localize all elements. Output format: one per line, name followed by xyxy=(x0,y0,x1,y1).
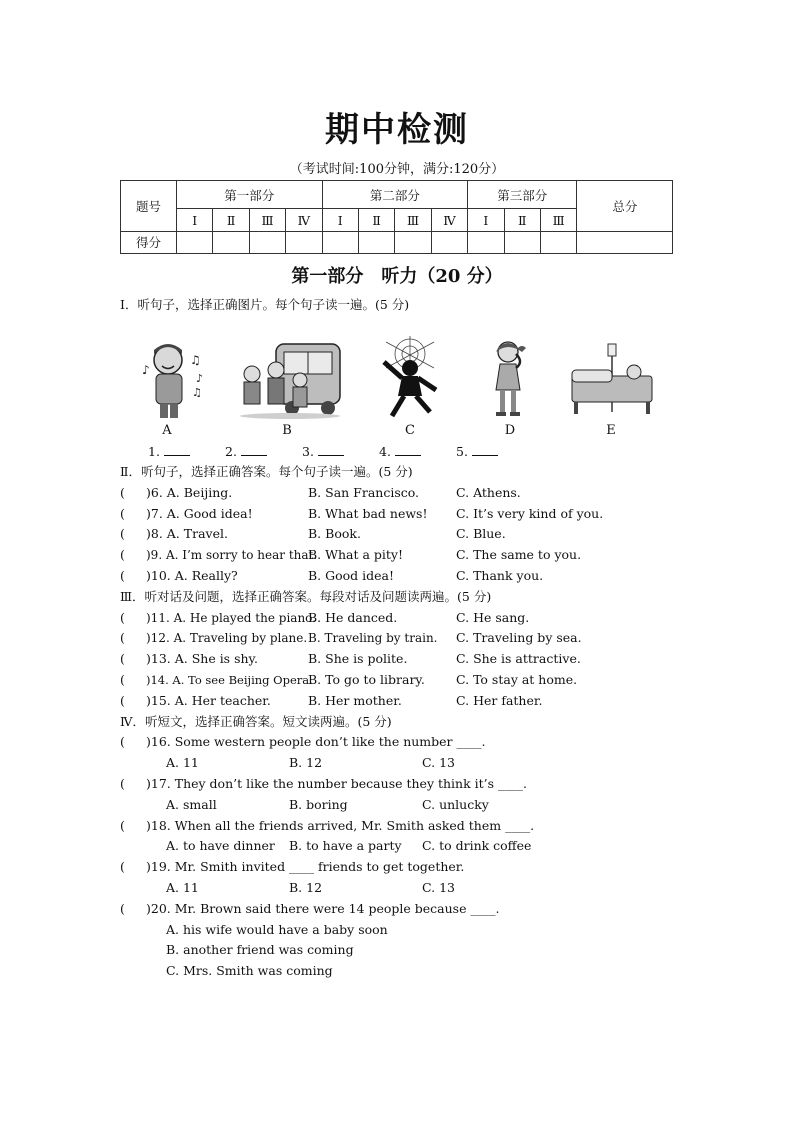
score-cell xyxy=(249,231,285,253)
question-14: )14. A. To see Beijing Opera. xyxy=(146,673,313,687)
paren: ( xyxy=(120,651,125,666)
option-b: B. He danced. xyxy=(308,610,398,625)
sec4-heading: Ⅳ．听短文，选择正确答案。短文读两遍。(5 分) xyxy=(120,714,392,729)
option-a: A. 11 xyxy=(166,880,199,895)
option-c: C. Her father. xyxy=(456,693,543,708)
answer-blank-3: 3. xyxy=(302,443,344,461)
question-8: )8. A. Travel. xyxy=(146,526,228,541)
option-b: B. to have a party xyxy=(289,838,402,853)
answer-blank-1: 1. xyxy=(148,443,190,461)
svg-text:♫: ♫ xyxy=(190,353,201,367)
total-cell xyxy=(577,231,673,253)
part1-col: Ⅲ xyxy=(249,209,285,231)
option-c: C. He sang. xyxy=(456,610,530,625)
paren: ( xyxy=(120,485,125,500)
sec2-heading: Ⅱ．听句子，选择正确答案。每个句子读一遍。(5 分) xyxy=(120,464,413,479)
page-title: 期中检测 xyxy=(325,110,469,150)
part3-col: Ⅱ xyxy=(504,209,540,231)
score-cell xyxy=(213,231,249,253)
score-cell xyxy=(504,231,540,253)
option-c: C. Mrs. Smith was coming xyxy=(166,963,333,978)
paren: ( xyxy=(120,506,125,521)
paren: ( xyxy=(120,818,125,833)
answer-blank-4: 4. xyxy=(379,443,421,461)
option-c: C. 13 xyxy=(422,880,455,895)
option-c: C. It’s very kind of you. xyxy=(456,506,604,521)
part2-col: Ⅱ xyxy=(358,209,394,231)
part1-col: Ⅱ xyxy=(213,209,249,231)
svg-text:♪: ♪ xyxy=(142,363,150,377)
paren: ( xyxy=(120,693,125,708)
score-cell xyxy=(322,231,358,253)
paren: ( xyxy=(120,859,125,874)
pic-label-a: A xyxy=(162,423,172,438)
part1-col: Ⅰ xyxy=(177,209,213,231)
option-b: B. San Francisco. xyxy=(308,485,420,500)
score-cell xyxy=(431,231,467,253)
option-a: A. his wife would have a baby soon xyxy=(166,922,388,937)
option-b: B. Book. xyxy=(308,526,361,541)
paren: ( xyxy=(120,776,125,791)
paren: ( xyxy=(120,526,125,541)
option-c: C. Athens. xyxy=(456,485,521,500)
option-b: B. 12 xyxy=(289,755,323,770)
section-title: 第一部分 听力（20 分） xyxy=(291,266,503,287)
question-11: )11. A. He played the piano. xyxy=(146,611,317,625)
option-c: C. The same to you. xyxy=(456,547,582,562)
paren: ( xyxy=(120,734,125,749)
score-cell xyxy=(540,231,576,253)
part2-col: Ⅲ xyxy=(395,209,431,231)
question-18: )18. When all the friends arrived, Mr. Smith asked them ____. xyxy=(146,818,535,833)
score-cell xyxy=(177,231,213,253)
part3-col: Ⅰ xyxy=(468,209,504,231)
question-13: )13. A. She is shy. xyxy=(146,651,258,666)
pic-label-e: E xyxy=(606,423,616,438)
option-c: C. to drink coffee xyxy=(422,838,532,853)
question-7: )7. A. Good idea! xyxy=(146,506,253,521)
option-c: C. Thank you. xyxy=(456,568,544,583)
girl-picture xyxy=(486,338,532,420)
score-cell xyxy=(286,231,322,253)
part3-header: 第三部分 xyxy=(468,181,577,209)
answer-blank-5: 5. xyxy=(456,443,498,461)
svg-text:♫: ♫ xyxy=(192,386,202,399)
part2-col: Ⅰ xyxy=(322,209,358,231)
exam-info: （考试时间:100分钟，满分:120分） xyxy=(289,162,505,177)
question-17: )17. They don’t like the number because they think it’s ____. xyxy=(146,776,528,791)
score-cell xyxy=(358,231,394,253)
question-6: )6. A. Beijing. xyxy=(146,485,233,500)
boy-singing-picture xyxy=(138,338,210,420)
question-9: )9. A. I’m sorry to hear that. xyxy=(146,548,318,562)
option-b: B. To go to library. xyxy=(308,672,425,687)
part3-col: Ⅲ xyxy=(540,209,576,231)
question-16: )16. Some western people don’t like the number ____. xyxy=(146,734,486,749)
question-15: )15. A. Her teacher. xyxy=(146,693,271,708)
pic-label-d: D xyxy=(504,423,516,438)
spiderman-picture xyxy=(372,332,448,422)
paren: ( xyxy=(120,547,125,562)
svg-text:♪: ♪ xyxy=(196,372,204,385)
pic-label-c: C xyxy=(405,423,415,438)
question-19: )19. Mr. Smith invited ____ friends to get together. xyxy=(146,859,465,874)
pic-label-b: B xyxy=(282,423,292,438)
option-b: B. Her mother. xyxy=(308,693,402,708)
option-b: B. What a pity! xyxy=(308,547,404,562)
option-c: C. She is attractive. xyxy=(456,651,581,666)
item-label: 题号 xyxy=(121,181,177,232)
score-cell xyxy=(468,231,504,253)
option-b: B. She is polite. xyxy=(308,651,408,666)
option-a: A. to have dinner xyxy=(166,838,275,853)
option-b: B. What bad news! xyxy=(308,506,428,521)
paren: ( xyxy=(120,901,125,916)
option-a: A. 11 xyxy=(166,755,199,770)
score-cell xyxy=(395,231,431,253)
option-c: C. unlucky xyxy=(422,797,489,812)
score-table xyxy=(120,180,673,254)
paren: ( xyxy=(120,672,125,687)
part2-header: 第二部分 xyxy=(322,181,468,209)
paren: ( xyxy=(120,610,125,625)
option-b: B. boring xyxy=(289,797,348,812)
question-12: )12. A. Traveling by plane. xyxy=(146,631,308,645)
sec1-heading: Ⅰ．听句子，选择正确图片。每个句子读一遍。(5 分) xyxy=(120,297,410,312)
score-label: 得分 xyxy=(121,231,177,253)
option-b: B. 12 xyxy=(289,880,323,895)
hospital-bed-picture xyxy=(568,340,656,420)
answer-blank-2: 2. xyxy=(225,443,267,461)
option-c: C. Blue. xyxy=(456,526,506,541)
option-b: B. Good idea! xyxy=(308,568,395,583)
part1-col: Ⅳ xyxy=(286,209,322,231)
children-bus-picture xyxy=(236,338,344,420)
total-header: 总分 xyxy=(577,181,673,232)
option-a: A. small xyxy=(166,797,217,812)
option-c: C. Traveling by sea. xyxy=(456,630,582,645)
sec3-heading: Ⅲ．听对话及问题，选择正确答案。每段对话及问题读两遍。(5 分) xyxy=(120,589,492,604)
question-10: )10. A. Really? xyxy=(146,568,238,583)
option-c: C. To stay at home. xyxy=(456,672,578,687)
question-20: )20. Mr. Brown said there were 14 people because ____. xyxy=(146,901,500,916)
option-c: C. 13 xyxy=(422,755,455,770)
option-b: B. another friend was coming xyxy=(166,942,354,957)
paren: ( xyxy=(120,568,125,583)
paren: ( xyxy=(120,630,125,645)
part1-header: 第一部分 xyxy=(177,181,323,209)
option-b: B. Traveling by train. xyxy=(308,631,438,645)
part2-col: Ⅳ xyxy=(431,209,467,231)
